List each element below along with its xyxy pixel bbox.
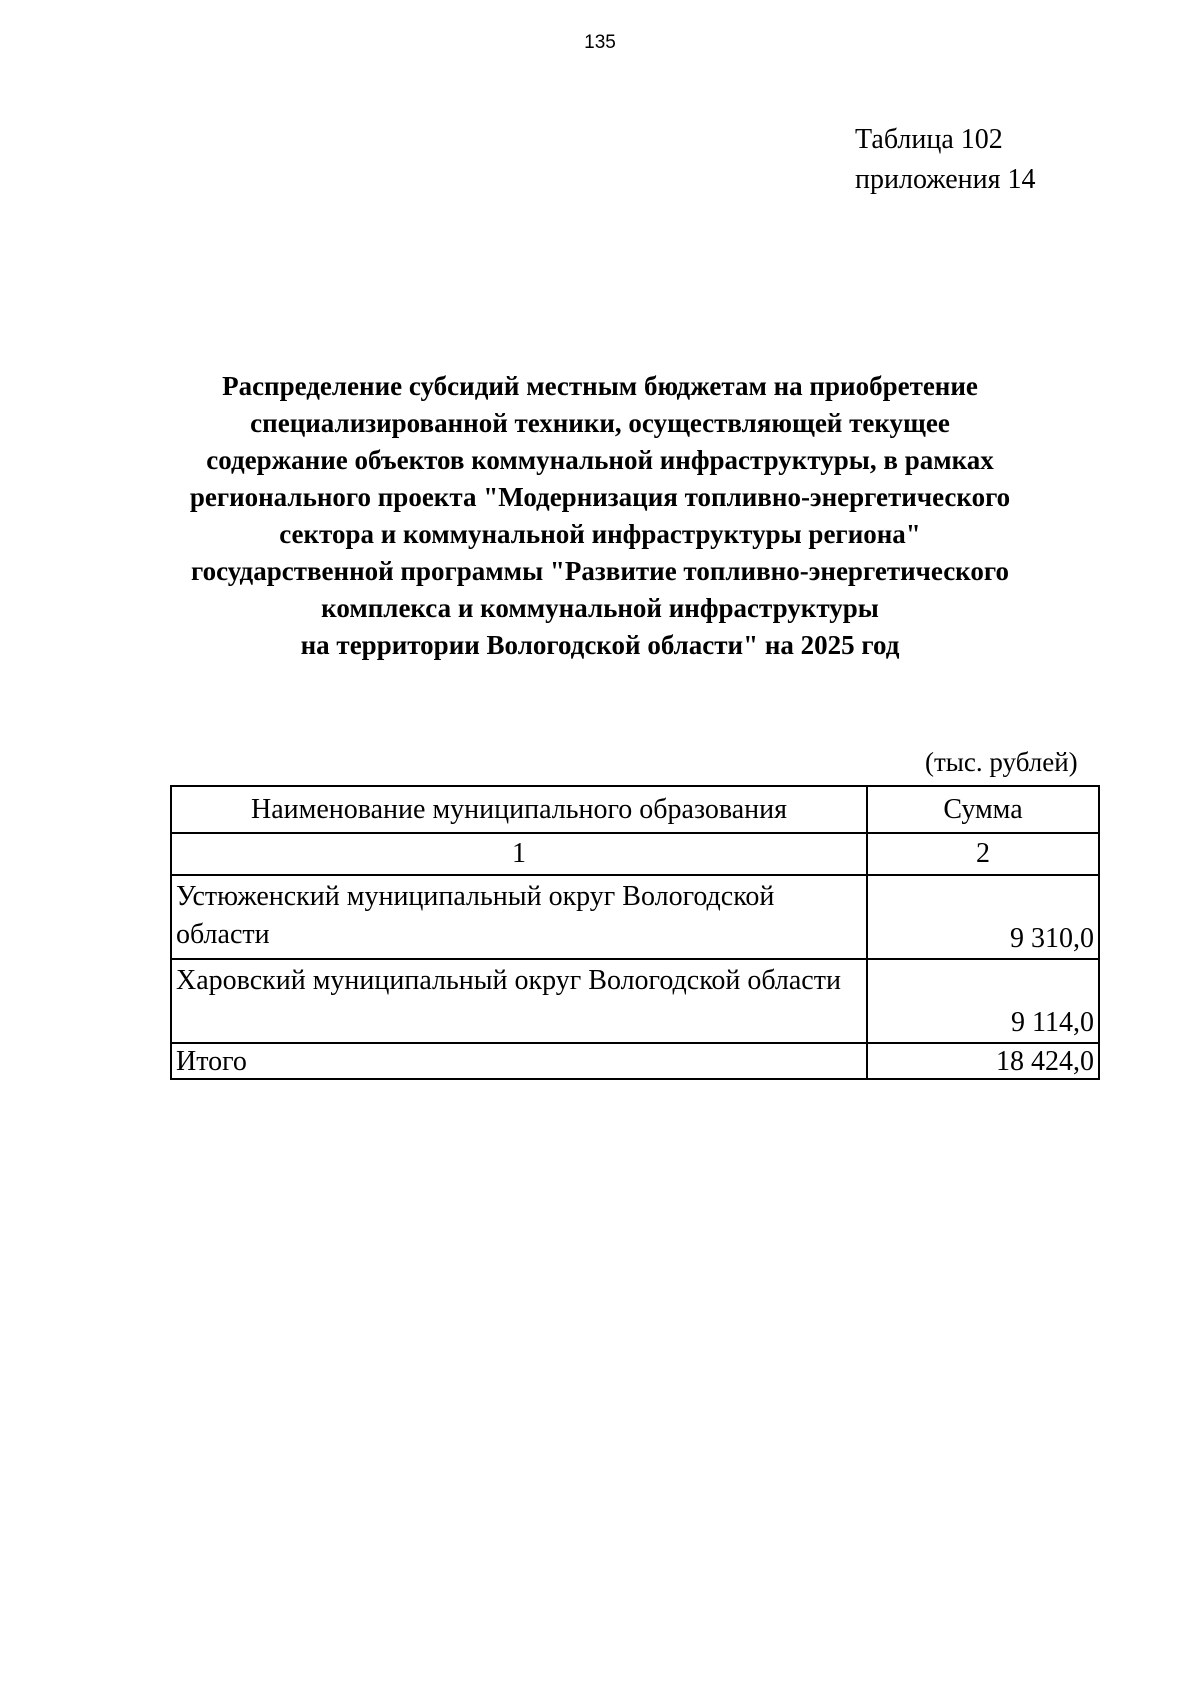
column-number-row bbox=[171, 833, 1099, 875]
total-amount: 18 424,0 bbox=[867, 1043, 1099, 1079]
subsidy-table bbox=[170, 785, 1100, 1080]
table-row bbox=[171, 959, 1099, 1043]
table-header-row bbox=[171, 786, 1099, 833]
table-row bbox=[171, 875, 1099, 959]
subsidy-amount: 9 114,0 bbox=[867, 959, 1099, 1043]
table-reference-line1: Таблица 102 bbox=[855, 124, 1003, 155]
title-line: комплекса и коммунальной инфраструктуры bbox=[321, 593, 879, 623]
title-line: сектора и коммунальной инфраструктуры региона" bbox=[279, 519, 921, 549]
column-number: 2 bbox=[867, 833, 1099, 875]
total-row bbox=[171, 1043, 1099, 1079]
document-title bbox=[150, 368, 1050, 664]
page-number: 135 bbox=[584, 32, 616, 53]
subsidy-amount: 9 310,0 bbox=[867, 875, 1099, 959]
title-line: государственной программы "Развитие топливно-энергетического bbox=[191, 556, 1009, 586]
title-line: специализированной техники, осуществляющей текущее bbox=[250, 408, 950, 438]
total-label: Итого bbox=[171, 1043, 867, 1079]
title-line: содержание объектов коммунальной инфраструктуры, в рамках bbox=[206, 445, 994, 475]
title-line: на территории Вологодской области" на 2025 год bbox=[300, 630, 900, 660]
table-reference bbox=[855, 120, 1036, 200]
units-label: (тыс. рублей) bbox=[925, 747, 1078, 777]
header-name: Наименование муниципального образования bbox=[171, 786, 867, 833]
municipality-name: Харовский муниципальный округ Вологодской области bbox=[171, 959, 867, 1043]
header-sum: Сумма bbox=[867, 786, 1099, 833]
column-number: 1 bbox=[171, 833, 867, 875]
municipality-name: Устюженский муниципальный округ Вологодской области bbox=[171, 875, 867, 959]
title-line: регионального проекта "Модернизация топливно-энергетического bbox=[189, 482, 1011, 512]
title-line: Распределение субсидий местным бюджетам на приобретение bbox=[222, 371, 978, 401]
table-reference-line2: приложения 14 bbox=[855, 164, 1036, 195]
